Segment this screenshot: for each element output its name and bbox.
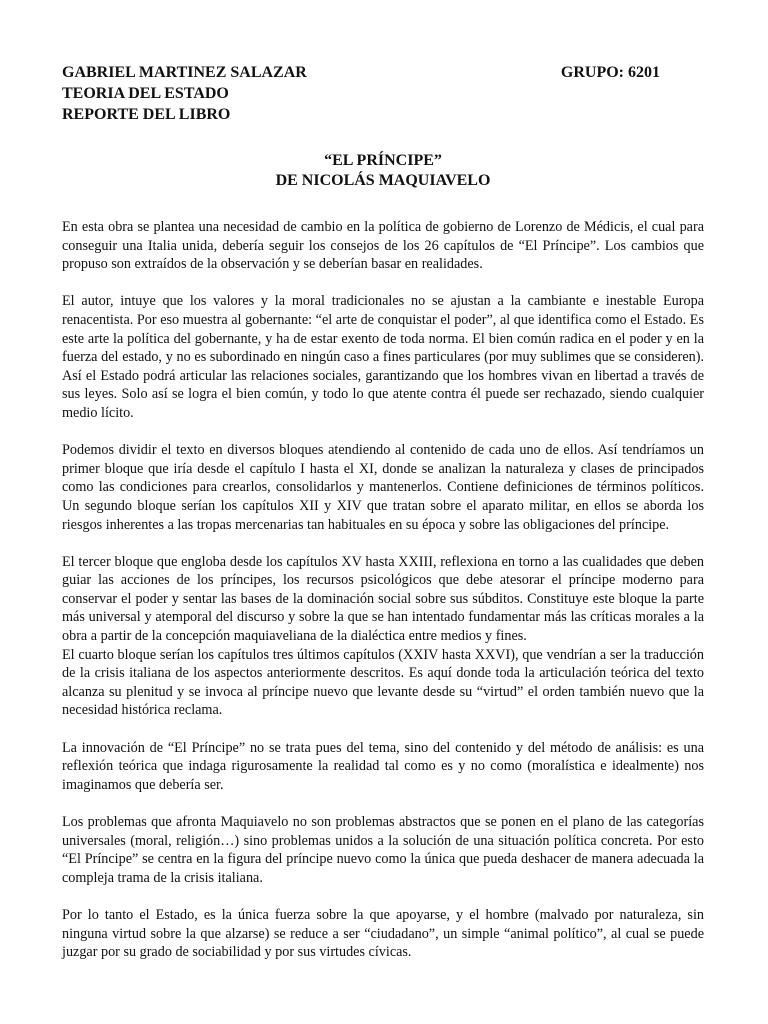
course-name: TEORIA DEL ESTADO	[62, 85, 229, 102]
header-course-line	[62, 83, 704, 104]
paragraph-6: La innovación de “El Príncipe” no se trata pues del tema, sino del contenido y del método de análisis: es una reflexión teórica que indaga rigurosamente la realidad tal como es y no como (moralística e idealmente) nos imaginamos que debería ser.	[62, 739, 704, 793]
paragraph-1: En esta obra se plantea una necesidad de cambio en la política de gobierno de Lorenzo de Médicis, el cual para conseguir una Italia unida, debería seguir los consejos de los 26 capítulos de “El Príncipe”. Los cambios que propuso son extraídos de la observación y se deberían basar en realidades.	[62, 219, 704, 273]
author-name: GABRIEL MARTINEZ SALAZAR	[62, 64, 307, 81]
paragraph-4: El tercer bloque que engloba desde los capítulos XV hasta XXIII, reflexiona en torno a las cualidades que deben guiar las acciones de los príncipes, los recursos psicológicos que debe atesorar el príncipe moderno para conservar el poder y sentar las bases de la dominación social sobre sus súbditos. Constituye este bloque la parte más universal y atemporal del discurso y sobre la que se han intentado fundamentar más las críticas morales a la obra a partir de la concepción maquiaveliana de la dialéctica entre medios y fines.	[62, 553, 704, 645]
report-body	[62, 218, 704, 962]
paragraph-2: El autor, intuye que los valores y la moral tradicionales no se ajustan a la cambiante e inestable Europa renacentista. Por eso muestra al gobernante: “el arte de conquistar el poder”, al que identifica como el Estado. Es este arte la política del gobernante, y ha de estar exento de toda norma. El bien común radica en el poder y en la fuerza del estado, y no es subordinado en ningún caso a fines particulares (por muy sublimes que se consideren). Así el Estado podrá articular las relaciones sociales, garantizando que los hombres vivan en libertad a través de sus leyes. Solo así se logra el bien común, y todo lo que atente contra él puede ser rechazado, siendo cualquier medio lícito.	[62, 293, 704, 421]
paragraph-8: Por lo tanto el Estado, es la única fuerza sobre la que apoyarse, y el hombre (malvado por naturaleza, sin ninguna virtud sobre la que alzarse) se reduce a ser “ciudadano”, un simple “animal político”, al cual se puede juzgar por su grado de sociabilidad y por sus virtudes cívicas.	[62, 906, 704, 961]
paragraph-7: Los problemas que afronta Maquiavelo no son problemas abstractos que se ponen en el plano de las categorías universales (moral, religión…) sino problemas unidos a la solución de una situación política concreta. Por esto “El Príncipe” se centra en la figura del príncipe nuevo como la única que pueda deshacer de manera adecuada la compleja trama de la crisis italiana.	[62, 814, 704, 886]
book-title	[62, 151, 704, 191]
book-title-line-1: “EL PRÍNCIPE”	[324, 152, 442, 169]
header-doctype-line	[62, 104, 704, 125]
paragraph-5: El cuarto bloque serían los capítulos tres últimos capítulos (XXIV hasta XXVI), que vendrían a ser la traducción de la crisis italiana de los aspectos anteriormente descritos. Es aquí donde toda la articulación teórica del texto alcanza su plenitud y se invoca al príncipe nuevo que levante desde su “virtud” el orden también nuevo que la necesidad histórica reclama.	[62, 646, 704, 719]
book-title-line-2: DE NICOLÁS MAQUIAVELO	[275, 172, 491, 189]
document-type: REPORTE DEL LIBRO	[62, 106, 231, 123]
paragraph-3: Podemos dividir el texto en diversos bloques atendiendo al contenido de cada uno de ellos. Así tendríamos un primer bloque que iría desde el capítulo I hasta el XI, donde se analizan la naturaleza y clases de principados como las condiciones para crearlos, consolidarlos y mantenerlos. Contiene definiciones de términos políticos. Un segundo bloque serían los capítulos XII y XIV que tratan sobre el aparato militar, en ellos se aborda los riesgos inherentes a las tropas mercenarias tan habituales en su época y sobre las obligaciones del príncipe.	[62, 442, 704, 533]
header-author-line	[62, 62, 704, 83]
group-number: GRUPO: 6201	[560, 64, 660, 81]
document-page	[62, 62, 704, 980]
